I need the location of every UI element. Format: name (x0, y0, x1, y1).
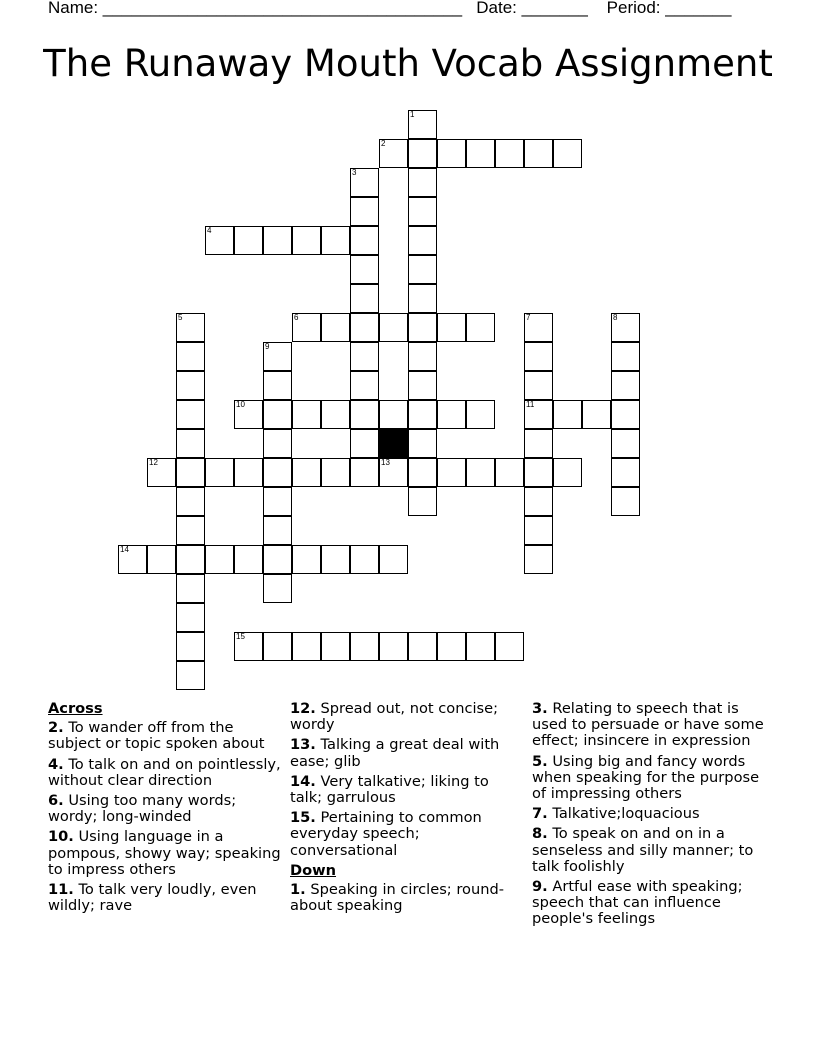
grid-cell[interactable] (176, 545, 205, 574)
grid-cell[interactable] (524, 313, 553, 342)
clue-down-7: 7. Talkative;loquacious (532, 805, 700, 823)
grid-cell[interactable] (205, 545, 234, 574)
clue-across-15: 15. Pertaining to common everyday speech; conversational (290, 809, 482, 859)
grid-cell[interactable] (611, 371, 640, 400)
grid-cell[interactable] (408, 255, 437, 284)
grid-cell[interactable] (147, 458, 176, 487)
grid-cell[interactable] (176, 313, 205, 342)
grid-cell[interactable] (350, 284, 379, 313)
grid-cell[interactable] (408, 110, 437, 139)
grid-cell[interactable] (408, 197, 437, 226)
grid-cell[interactable] (263, 458, 292, 487)
clue-down-3: 3. Relating to speech that is used to persuade or have some effect; insincere in expression (532, 700, 764, 750)
clue-across-6: 6. Using too many words; wordy; long-winded (48, 792, 237, 826)
clue-number: 10 (236, 400, 245, 409)
grid-cell[interactable] (118, 545, 147, 574)
clues-column-3 (532, 701, 767, 932)
clue-number: 6 (294, 313, 299, 322)
clue-number: 4 (207, 226, 212, 235)
grid-cell[interactable] (176, 516, 205, 545)
grid-cell[interactable] (350, 458, 379, 487)
grid-cell[interactable] (205, 226, 234, 255)
clue-number: 3 (352, 168, 357, 177)
grid-cell[interactable] (176, 574, 205, 603)
grid-cell[interactable] (553, 139, 582, 168)
grid-cell[interactable] (263, 371, 292, 400)
grid-cell[interactable] (350, 342, 379, 371)
grid-cell[interactable] (466, 458, 495, 487)
grid-cell[interactable] (263, 226, 292, 255)
clue-number: 8 (613, 313, 618, 322)
clue-down-9: 9. Artful ease with speaking; speech that can influence people's feelings (532, 878, 743, 928)
grid-cell[interactable] (176, 661, 205, 690)
grid-cell[interactable] (437, 400, 466, 429)
grid-cell[interactable] (379, 400, 408, 429)
grid-cell[interactable] (176, 371, 205, 400)
grid-cell[interactable] (234, 632, 263, 661)
grid-cell[interactable] (524, 342, 553, 371)
grid-cell[interactable] (379, 313, 408, 342)
grid-cell[interactable] (321, 632, 350, 661)
grid-cell[interactable] (495, 139, 524, 168)
grid-cell[interactable] (350, 429, 379, 458)
page-title: The Runaway Mouth Vocab Assignment (43, 42, 773, 85)
grid-cell[interactable] (321, 458, 350, 487)
grid-cell[interactable] (176, 400, 205, 429)
clue-number: 9 (265, 342, 270, 351)
grid-cell[interactable] (437, 632, 466, 661)
grid-cell[interactable] (292, 545, 321, 574)
grid-cell[interactable] (582, 400, 611, 429)
grid-cell[interactable] (263, 342, 292, 371)
grid-cell[interactable] (408, 342, 437, 371)
grid-cell[interactable] (350, 371, 379, 400)
grid-cell[interactable] (176, 429, 205, 458)
clue-across-11: 11. To talk very loudly, even wildly; rave (48, 881, 257, 915)
clue-number: 7 (526, 313, 531, 322)
grid-cell[interactable] (292, 458, 321, 487)
clue-number: 13 (381, 458, 390, 467)
grid-cell[interactable] (147, 545, 176, 574)
grid-cell[interactable] (234, 545, 263, 574)
grid-cell[interactable] (611, 313, 640, 342)
grid-cell[interactable] (408, 429, 437, 458)
grid-cell[interactable] (176, 603, 205, 632)
grid-cell[interactable] (176, 458, 205, 487)
grid-cell[interactable] (408, 371, 437, 400)
across-heading: Across (48, 700, 103, 717)
grid-cell[interactable] (379, 458, 408, 487)
grid-cell[interactable] (263, 632, 292, 661)
grid-cell[interactable] (524, 516, 553, 545)
grid-cell[interactable] (466, 632, 495, 661)
grid-cell[interactable] (350, 545, 379, 574)
grid-cell[interactable] (466, 139, 495, 168)
grid-cell[interactable] (611, 400, 640, 429)
grid-cell[interactable] (176, 342, 205, 371)
grid-cell[interactable] (350, 168, 379, 197)
clue-number: 2 (381, 139, 386, 148)
grid-cell[interactable] (437, 313, 466, 342)
clue-number: 15 (236, 632, 245, 641)
grid-cell[interactable] (553, 400, 582, 429)
grid-cell[interactable] (408, 458, 437, 487)
grid-cell[interactable] (553, 458, 582, 487)
grid-cell[interactable] (176, 632, 205, 661)
grid-cell[interactable] (466, 400, 495, 429)
clues-column-2 (290, 701, 525, 918)
clue-across-12: 12. Spread out, not concise; wordy (290, 700, 499, 734)
grid-cell[interactable] (524, 371, 553, 400)
grid-cell[interactable] (263, 429, 292, 458)
clue-number: 1 (410, 110, 415, 119)
grid-cell[interactable] (524, 458, 553, 487)
grid-cell[interactable] (292, 313, 321, 342)
grid-cell[interactable] (524, 487, 553, 516)
grid-cell[interactable] (379, 545, 408, 574)
grid-cell[interactable] (350, 400, 379, 429)
grid-cell[interactable] (408, 139, 437, 168)
grid-cell[interactable] (524, 429, 553, 458)
grid-cell[interactable] (263, 400, 292, 429)
grid-cell[interactable] (292, 226, 321, 255)
grid-cell[interactable] (408, 226, 437, 255)
grid-cell[interactable] (466, 313, 495, 342)
name-date-period-line: Name: ______________________________________ Date: _______ Period: _______ (48, 0, 732, 17)
grid-cell[interactable] (611, 429, 640, 458)
grid-cell[interactable] (234, 400, 263, 429)
grid-cell[interactable] (408, 400, 437, 429)
grid-cell[interactable] (379, 139, 408, 168)
grid-cell[interactable] (408, 284, 437, 313)
grid-cell[interactable] (524, 545, 553, 574)
grid-cell[interactable] (350, 632, 379, 661)
grid-cell[interactable] (321, 226, 350, 255)
grid-cell[interactable] (263, 516, 292, 545)
grid-cell[interactable] (176, 487, 205, 516)
grid-cell[interactable] (524, 400, 553, 429)
grid-cell[interactable] (611, 487, 640, 516)
grid-cell[interactable] (611, 458, 640, 487)
clue-across-13: 13. Talking a great deal with ease; glib (290, 736, 500, 770)
clue-down-1: 1. Speaking in circles; round-about speaking (290, 881, 505, 915)
black-cell (379, 429, 408, 458)
clue-number: 11 (526, 400, 535, 409)
grid-cell[interactable] (437, 139, 466, 168)
grid-cell[interactable] (408, 313, 437, 342)
grid-cell[interactable] (524, 139, 553, 168)
grid-cell[interactable] (379, 632, 408, 661)
grid-cell[interactable] (350, 226, 379, 255)
grid-cell[interactable] (350, 255, 379, 284)
clue-number: 5 (178, 313, 183, 322)
grid-cell[interactable] (350, 197, 379, 226)
clue-across-10: 10. Using language in a pompous, showy way; speaking to impress others (48, 828, 281, 878)
grid-cell[interactable] (321, 313, 350, 342)
grid-cell[interactable] (321, 400, 350, 429)
clue-number: 12 (149, 458, 158, 467)
grid-cell[interactable] (263, 545, 292, 574)
grid-cell[interactable] (234, 226, 263, 255)
grid-cell[interactable] (408, 168, 437, 197)
grid-cell[interactable] (408, 487, 437, 516)
grid-cell[interactable] (408, 632, 437, 661)
grid-cell[interactable] (205, 458, 234, 487)
grid-cell[interactable] (350, 313, 379, 342)
clue-across-2: 2. To wander off from the subject or topic spoken about (48, 719, 265, 753)
grid-cell[interactable] (495, 458, 524, 487)
grid-cell[interactable] (234, 458, 263, 487)
clue-down-5: 5. Using big and fancy words when speaking for the purpose of impressing others (532, 752, 760, 803)
grid-cell[interactable] (263, 487, 292, 516)
clues-column-1 (48, 701, 283, 918)
grid-cell[interactable] (321, 545, 350, 574)
grid-cell[interactable] (495, 632, 524, 661)
clue-number: 14 (120, 545, 129, 554)
clue-across-14: 14. Very talkative; liking to talk; garrulous (290, 772, 489, 807)
grid-cell[interactable] (292, 632, 321, 661)
clue-down-8: 8. To speak on and on in a senseless and silly manner; to talk foolishly (532, 825, 754, 875)
grid-cell[interactable] (437, 458, 466, 487)
down-heading: Down (290, 861, 337, 879)
grid-cell[interactable] (292, 400, 321, 429)
grid-cell[interactable] (263, 574, 292, 603)
grid-cell[interactable] (611, 342, 640, 371)
clue-across-4: 4. To talk on and on pointlessly, without clear direction (48, 755, 281, 789)
